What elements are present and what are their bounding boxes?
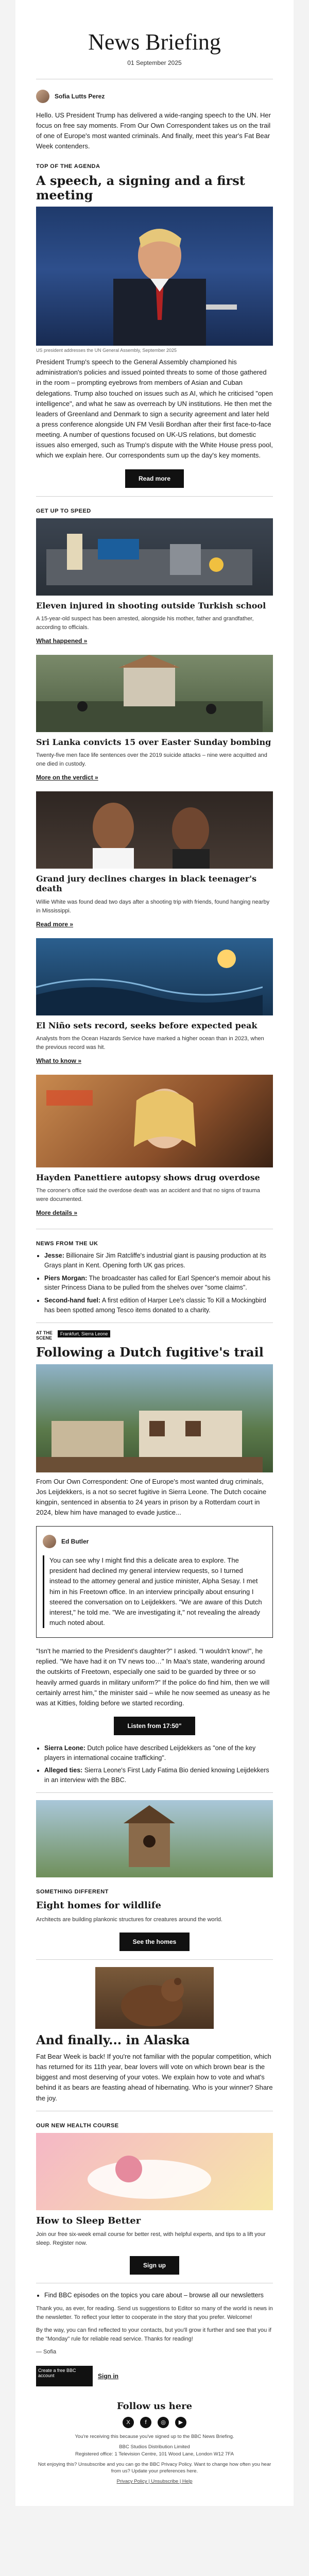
footer (36, 2396, 273, 2506)
feature-bullets (36, 1743, 273, 1785)
feature-bullet (44, 1766, 273, 1785)
listen-button[interactable]: Listen from 17:50" (114, 1717, 195, 1735)
facebook-icon[interactable]: f (140, 2417, 151, 2428)
correspondent-avatar (43, 1535, 56, 1548)
section-label-uk: NEWS FROM THE UK (36, 1241, 98, 1247)
section-label-top: TOP OF THE AGENDA (36, 163, 100, 170)
uk-item-text[interactable]: A first edition of Harper Lee's classic To Kill a Mockingbird has been spotted among Tesco items donated to a charity. (44, 1297, 266, 1314)
uk-item-lead: Second-hand fuel: (44, 1297, 101, 1304)
at-the-scene-tag (36, 1330, 273, 1342)
newsletters-list (36, 2291, 273, 2300)
instagram-icon[interactable]: ◎ (158, 2417, 169, 2428)
section-label-speed: GET UP TO SPEED (36, 507, 91, 514)
uk-item-lead: Jesse: (44, 1252, 64, 1260)
speed-text-1: A 15-year-old suspect has been arrested, alongside his mother, father and grandfather, according to officials. (36, 615, 254, 631)
correspondent-name: Ed Butler (61, 1538, 89, 1546)
newsletters-link[interactable]: • Find BBC episodes on the topics you care about – browse all our newsletters (44, 2291, 273, 2300)
social-links (36, 2417, 273, 2428)
footer-line-1: You're receiving this because you've signed up to the BBC News Briefing. (75, 2434, 234, 2440)
feature-bullet (44, 1743, 273, 1763)
author-byline (36, 87, 273, 106)
finally-image[interactable] (95, 1967, 214, 2029)
top-read-more-button[interactable]: Read more (125, 469, 184, 488)
uk-news-item (44, 1274, 273, 1293)
top-headline[interactable]: A speech, a signing and a first meeting (36, 173, 245, 202)
author-avatar (36, 90, 49, 103)
account-promo-box[interactable]: Create a free BBC account (36, 2366, 93, 2386)
uk-news-item (44, 1251, 273, 1270)
bullet-text[interactable]: Dutch police have described Leijdekkers as "one of the key players in international cocaine trafficking". (44, 1744, 256, 1761)
finally-headline[interactable]: And finally... in Alaska (36, 2032, 190, 2047)
feature-body-2: "Isn't he married to the President's daughter?" I asked. "I wouldn't know!", he replied. "We have had it on TV news too…" In Maa's state, wandering around the outskirts of Freetown, especially one said to be guarded by three or so heavily armed guards in military uniform?" If the police do find him, then we will certainly arrest him," the minister said – while he now seemed as uneasy as he was at Kitties, folding before we started recording. (36, 1647, 270, 1707)
author-name: Sofia Lutts Perez (55, 93, 105, 100)
tag-top: AT THE (36, 1330, 53, 1335)
newsletter-title: News Briefing (88, 29, 221, 55)
section-label-different: SOMETHING DIFFERENT (36, 1888, 109, 1895)
signoff-text-1: Thank you, as ever, for reading. Send us suggestions to Editor so many of the world is news in the newsletter. To reflect your letter to cooperate in the story that you prefer. Welcome! (36, 2306, 273, 2321)
see-homes-button[interactable]: See the homes (119, 1933, 190, 1951)
speed-image-4[interactable] (36, 938, 273, 1015)
x-icon[interactable]: X (123, 2417, 134, 2428)
different-text: Architects are building plankonic structures for creatures around the world. (36, 1916, 222, 1923)
speed-link-2[interactable]: More on the verdict » (36, 774, 98, 782)
intro-text: Hello. US President Trump has delivered a wide-ranging speech to the UN. Her focus on free say moments. From Our Own Correspondent takes us on the trail of one of Europe's most wanted criminals. And finally, meet this year's Fat Bear Week contenders. (36, 111, 271, 150)
different-headline[interactable]: Eight homes for wildlife (36, 1900, 161, 1911)
tag-bottom: SCENE (36, 1335, 53, 1341)
location-badge: Frankfurt, Sierra Leone (58, 1330, 111, 1337)
bullet-text[interactable]: Sierra Leone's First Lady Fatima Bio denied knowing Leijdekkers in an interview with the BBC. (44, 1767, 269, 1784)
speed-link-3[interactable]: Read more » (36, 920, 74, 928)
masthead (36, 0, 273, 72)
feature-headline[interactable]: Following a Dutch fugitive's trail (36, 1345, 264, 1360)
top-story-image[interactable] (36, 207, 273, 346)
speed-image-5[interactable] (36, 1075, 273, 1167)
top-story-caption: US president addresses the UN General Assembly, September 2025 (36, 348, 177, 353)
course-headline[interactable]: How to Sleep Better (36, 2215, 141, 2226)
signoff-name: — Sofia (36, 2349, 57, 2355)
feature-image[interactable] (36, 1364, 273, 1472)
course-text: Join our free six-week email course for better rest, with helpful experts, and tips to a lift your sleep. Register now. (36, 2231, 266, 2247)
speed-link-1[interactable]: What happened » (36, 637, 88, 645)
sign-up-button[interactable]: Sign up (130, 2256, 179, 2275)
speed-text-4: Analysts from the Ocean Hazards Service have marked a higher ocean than in 2023, when the previous record was hit. (36, 1035, 264, 1050)
signoff-text-2: By the way, you can find reflected to your contacts, but you'll grow it further and see that you if the "Monday" rule for reliable read service. Thanks for reading! (36, 2327, 271, 2343)
speed-link-4[interactable]: What to know » (36, 1057, 81, 1064)
uk-item-text[interactable]: The broadcaster has called for Earl Spencer's memoir about his sister Princess Diana to be pulled from the shelves over "some claims". (44, 1274, 271, 1292)
speed-link-5[interactable]: More details » (36, 1209, 78, 1217)
follow-title: Follow us here (116, 2401, 193, 2412)
speed-image-2[interactable] (36, 655, 273, 732)
speed-headline-3[interactable]: Grand jury declines charges in black teenager's death (36, 874, 257, 894)
speed-headline-5[interactable]: Hayden Panettiere autopsy shows drug overdose (36, 1172, 260, 1182)
issue-date: 01 September 2025 (127, 59, 182, 66)
youtube-icon[interactable]: ▶ (175, 2417, 186, 2428)
feature-body-1: From Our Own Correspondent: One of Europe's most wanted drug criminals, Jos Leijdekkers, is a not so secret fugitive in Sierra Leone. The Dutch cocaine kingpin, sentenced in absentia to 24 years in prison by a Rotterdam court in 2024, blew him have managed to evade justice... (36, 1477, 267, 1517)
speed-headline-2[interactable]: Sri Lanka convicts 15 over Easter Sunday bombing (36, 737, 271, 747)
uk-item-lead: Piers Morgan: (44, 1274, 88, 1282)
speed-text-3: Willie White was found dead two days after a shooting trip with friends, found hanging nearby in Mississippi. (36, 899, 270, 914)
footer-line-4: Not enjoying this? Unsubscribe and you can go the BBC Privacy Policy. Want to change how often you hear from us? Update your preferences here. (38, 2461, 271, 2475)
account-sign-in-link[interactable]: Sign in (98, 2372, 118, 2380)
speed-headline-1[interactable]: Eleven injured in shooting outside Turkish school (36, 600, 266, 611)
uk-news-list (36, 1251, 273, 1315)
uk-item-text[interactable]: Billionaire Sir Jim Ratcliffe's industrial giant is pausing production at its Grays plant in Kent. Opening forth UK gas prices. (44, 1252, 266, 1269)
bullet-lead: Sierra Leone: (44, 1744, 85, 1752)
speed-image-1[interactable] (36, 518, 273, 596)
uk-news-item (44, 1296, 273, 1315)
speed-text-5: The coroner's office said the overdose death was an accident and that no signs of trauma were documented. (36, 1188, 260, 1203)
speed-text-2: Twenty-five men face life sentences over the 2019 suicide attacks – nine were acquitted and one died in custody. (36, 752, 267, 768)
correspondent-quote (36, 1526, 273, 1638)
course-image[interactable] (36, 2133, 273, 2210)
top-story-body: President Trump's speech to the General Assembly championed his administration's policies and issued pointed threats to some of those gathered in the room – prompting eyebrows from members of Asian and Cuban delegations. Trump also touched on issues such as AI, which he criticised "open intelligence", and what he saw as overreach by UN institutions. He then met the leaders of Greenland and Denmark to sign a security agreement and later held a press conference alongside UN FM Vesili Bordhan after their first face-to-face meeting. A number of questions focused on UK-US relations, but domestic issues also emerged, such as Trump's dispute with the White House press pool, which we explain here. Our correspondents sum up the day's key moments. (36, 358, 273, 460)
speed-image-3[interactable] (36, 791, 273, 869)
footer-line-3: Registered office: 1 Television Centre, 101 Wood Lane, London W12 7FA (75, 2451, 234, 2457)
different-image[interactable] (36, 1800, 273, 1877)
section-label-course: OUR NEW HEALTH COURSE (36, 2122, 119, 2129)
footer-line-2: BBC Studios Distribution Limited (119, 2444, 190, 2450)
finally-text: Fat Bear Week is back! If you're not familiar with the popular competition, which has returned for its 11th year, bear lovers will vote on which brown bear is the biggest and most deserving of your votes. We explain how to vote and what's behind it as bears are feasting ahead of hibernating. Who is your winner? Share the joy. (36, 2052, 273, 2102)
footer-links[interactable]: Privacy Policy | Unsubscribe | Help (116, 2479, 193, 2485)
bullet-lead: Alleged ties: (44, 1767, 83, 1774)
speed-headline-4[interactable]: El Niño sets record, seeks before expected peak (36, 1020, 258, 1030)
account-promo[interactable] (36, 2366, 273, 2386)
quote-text: You can see why I might find this a delicate area to explore. The president had declined my general interview requests, so I turned instead to the attorney general and justice minister, Alpha Sesay. I met him in his Freetown office. In an interview principally about ensuring I steered the conversation on to Leijdekkers. "We are aware of this Dutch interest," he told me. "We are investigating it," not revealing the already much noted about. (49, 1556, 262, 1626)
